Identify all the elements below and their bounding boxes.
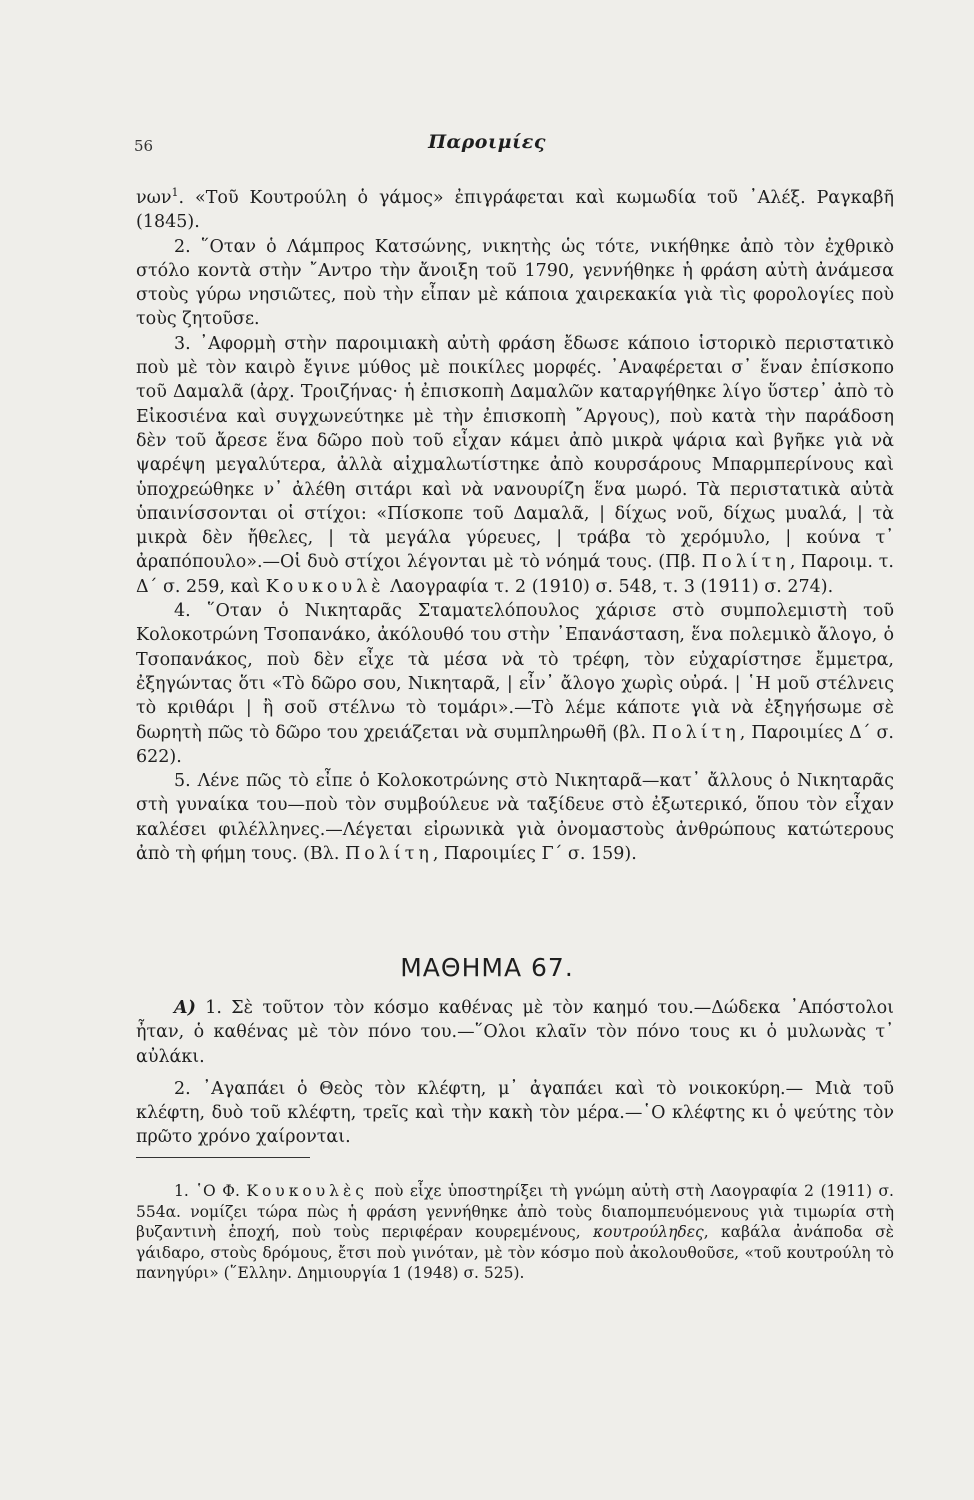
paragraph-4 [136, 599, 894, 769]
lesson-text [136, 996, 894, 1158]
author-name: Πολίτη [701, 552, 790, 573]
page-number: 56 [134, 137, 154, 155]
author-name: Κουκουλὲς [246, 1182, 368, 1200]
text-run: 4. ῞Οταν ὁ Νικηταρᾶς Σταματελόπουλος χάρισε στὸ συμπολεμιστὴ τοῦ Κολοκοτρώνη Τσοπανάκο, ἀκόλουθό του στὴν ᾿Επανάσταση, ἕνα πολεμικὸ ἄλογο, ὁ Τσοπανάκος, ποὺ δὲν εἶχε τὰ μέσα νὰ τὸ τρέφη, τὸν εὐχαρίστησε ἔμμετρα, ἐξηγώντας ὅτι «Τὸ δῶρο σου, Νικηταρᾶ, | εἶν᾿ ἄλογο χωρὶς οὐρά. | ῾Η μοῦ στέλνεις τὸ κριθάρι | ἢ σοῦ στέλνω τὸ τομάρι».—Τὸ λέμε κάποτε γιὰ νὰ ἐξηγήσωμε σὲ δωρητὴ πῶς τὸ δῶρο του χρειάζεται νὰ συμπληρωθῆ (βλ. [136, 601, 894, 743]
footnote-reference: 1 [171, 186, 179, 200]
paragraph-3 [136, 332, 894, 599]
lesson-heading: ΜΑΘΗΜΑ 67. [400, 953, 574, 982]
text-run: , Παροιμίες Γ΄ σ. 159). [432, 844, 637, 865]
proverb-paragraph-1 [136, 996, 894, 1069]
italic-term: κουτρούληδες [592, 1223, 704, 1241]
author-name: Κουκουλὲ [265, 576, 385, 597]
author-name: Πολίτη [651, 722, 740, 743]
paragraph-5 [136, 769, 894, 866]
text-run: , Παροιμ. τ. Δ΄ σ. 259, καὶ [136, 552, 894, 597]
text-run: . «Τοῦ Κουτρούλη ὁ γάμος» ἐπιγράφεται καὶ κωμωδία τοῦ ᾿Αλέξ. Ραγκαβῆ (1845). [136, 188, 894, 233]
text-run: 1. Σὲ τοῦτον τὸν κόσμο καθένας μὲ τὸν καημό του.—Δώδεκα ᾿Απόστολοι ἦταν, ὁ καθένας μὲ τὸν πόνο του.—῞Ολοι κλαῖν τὸν πόνο τους κι ὁ μυλωνὰς τ᾿ αὐλάκι. [136, 998, 894, 1067]
main-text [136, 186, 894, 866]
paragraph-2: 2. ῞Οταν ὁ Λάμπρος Κατσώνης, νικητὴς ὡς τότε, νικήθηκε ἀπὸ τὸν ἐχθρικὸ στόλο κοντὰ στὴν ῎Αντρο τὴν ἄνοιξη τοῦ 1790, γεννήθηκε ἡ φράση αὐτὴ ἀνάμεσα στοὺς γύρω νησιῶτες, ποὺ τὴν εἶπαν μὲ κάποια χαιρεκακία γιὰ τὶς φορολογίες ποὺ τοὺς ζητοῦσε. [136, 236, 894, 330]
text-run: ποὺ εἶχε ὑποστηρίξει τὴ γνώμη αὐτὴ στὴ Λαογραφία 2 (1911) σ. 554α. νομίζει τώρα πὼς ἡ φράση γεννήθηκε ἀπὸ τοὺς διαπομπευόμενους γιὰ τιμωρία στὴ βυζαντινὴ ἐποχή, ποὺ τοὺς περιφέραν κουρεμένους, [136, 1182, 894, 1241]
text-run: Λαογραφία τ. 2 (1910) σ. 548, τ. 3 (1911) σ. 274). [384, 576, 834, 597]
author-name: Πολίτη [345, 844, 433, 865]
footnote-divider [136, 1157, 310, 1158]
text-run: νων [136, 188, 172, 208]
running-title: Παροιμίες [428, 131, 546, 153]
text-run: , Παροιμίες Δ΄ σ. 622). [136, 722, 894, 767]
text-run: 1. ῾Ο Φ. [174, 1182, 247, 1200]
section-marker: Α) [174, 998, 196, 1018]
text-run: , καβάλα ἀνάποδα σὲ γάιδαρο, στοὺς δρόμους, ἔτσι ποὺ γινόταν, μὲ τὸν κόσμο ποὺ ἀκολουθοῦσε, «τοῦ κουτρούλη τὸ πανηγύρι» (῞Ελλην. Δημιουργία 1 (1948) σ. 525). [136, 1223, 894, 1282]
text-run: 3. ᾿Αφορμὴ στὴν παροιμιακὴ αὐτὴ φράση ἔδωσε κάποιο ἱστορικὸ περιστατικὸ ποὺ μὲ τὸν καιρὸ ἔγινε μύθος μὲ ποικίλες μορφές. ᾿Αναφέρεται σ᾿ ἕναν ἐπίσκοπο τοῦ Δαμαλᾶ (ἀρχ. Τροιζήνας· ἡ ἐπισκοπὴ Δαμαλῶν καταργήθηκε λίγο ὕστερ᾿ ἀπὸ τὸ Εἰκοσιένα καὶ συγχωνεύτηκε μὲ τὴν ἐπισκοπὴ ῎Αργους), ποὺ κατὰ τὴν παράδοση δὲν τοῦ ἄρεσε ἕνα δῶρο ποὺ τοῦ εἶχαν κάμει ἀπὸ μικρὰ ψάρια καὶ βγῆκε γιὰ νὰ ψαρέψη μεγαλύτερα, ἀλλὰ αἰχμαλωτίστηκε ἀπὸ κουρσάρους Μπαρμπερίνους καὶ ὑποχρεώθηκε ν᾿ ἀλέθη σιτάρι καὶ νὰ νανουρίζη ἕνα μωρό. Τὰ περιστατικὰ αὐτὰ ὑπαινίσσονται οἱ στίχοι: «Πίσκοπε τοῦ Δαμαλᾶ, | δίχως νοῦ, δίχως μυαλά, | τὰ μικρὰ δὲν ἤθελες, | τὰ μεγάλα γύρευες, | τράβα τὸ χερόμυλο, | κούνα τ᾿ ἀραπόπουλο».—Οἱ δυὸ στίχοι λέγονται μὲ τὸ νόημά τους. (Πβ. [136, 333, 894, 573]
text-run: 5. Λένε πῶς τὸ εἶπε ὁ Κολοκοτρώνης στὸ Νικηταρᾶ—κατ᾿ ἄλλους ὁ Νικηταρᾶς στὴ γυναίκα του—ποὺ τὸν συμβούλευε νὰ ταξίδευε στὸ ἐξωτερικό, ὅπου τὸν εἶχαν καλέσει φιλέλληνες.—Λέγεται εἰρωνικὰ γιὰ ὀνομαστοὺς ἀνθρώπους κατώτερους ἀπὸ τὴ φήμη τους. (Βλ. [136, 771, 894, 865]
paragraph-1 [136, 186, 894, 235]
footnote [136, 1181, 894, 1284]
footnote-1 [136, 1181, 894, 1284]
proverb-paragraph-2: 2. ᾿Αγαπάει ὁ Θεὸς τὸν κλέφτη, μ᾿ ἀγαπάει καὶ τὸ νοικοκύρη.— Μιὰ τοῦ κλέφτη, δυὸ τοῦ κλέφτη, τρεῖς καὶ τὴν κακὴ τὸν μέρα.—῾Ο κλέφτης κι ὁ ψεύτης τὸν πρῶτο χρόνο χαίρονται. [136, 1078, 894, 1148]
